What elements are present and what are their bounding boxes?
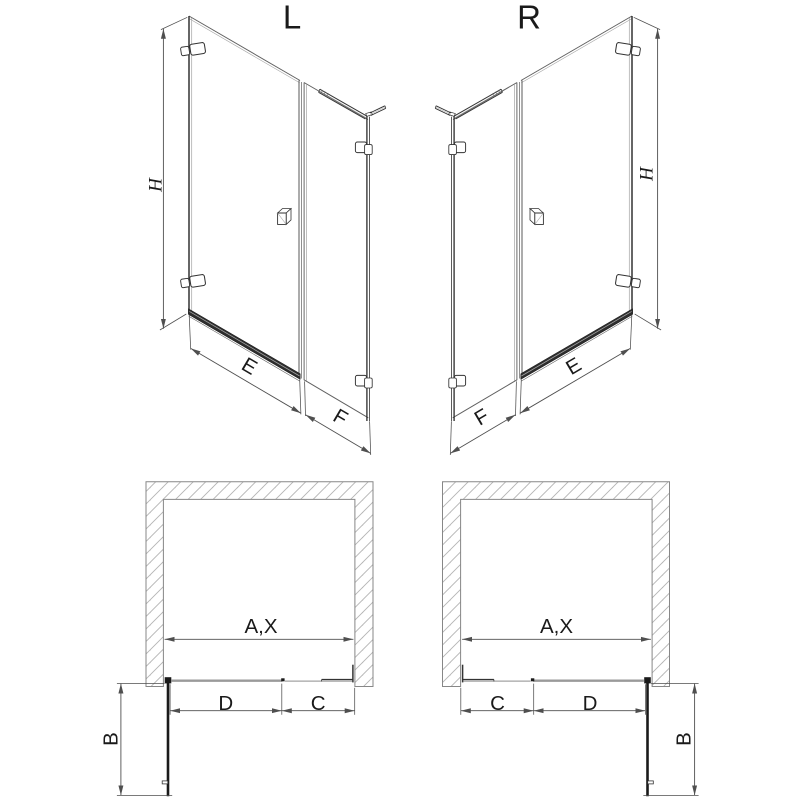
elevation-right-variant-label: R [517, 0, 541, 36]
plan-walls-right [443, 482, 670, 687]
plan-door-closed [165, 677, 285, 683]
elevation-left-variant-label: L [282, 0, 302, 36]
plan-walls-left [146, 482, 373, 687]
elevation-left-panel-dim-label: F [329, 404, 352, 431]
plan-right-opening-dim-label: A,X [539, 614, 574, 638]
elevation-right-door-dim-label: E [561, 353, 586, 380]
door-handle-knob [278, 209, 291, 225]
plan-left-door-dim-label: D [218, 691, 234, 715]
dim-b [117, 684, 172, 796]
wall-profile [366, 112, 373, 421]
support-bar [319, 89, 386, 119]
plan-left-panel-dim-label: C [310, 691, 326, 715]
hinge-top [180, 42, 206, 57]
fixed-panel [304, 83, 368, 418]
plan-door-open [162, 682, 168, 797]
elevation-left-height-dim-label: H [145, 178, 167, 192]
elevation-right-height-dim-label: H [636, 167, 658, 181]
plan-right-panel-dim-label: C [490, 691, 505, 715]
elevation-right-panel-dim-label: F [470, 404, 493, 431]
elevation-left-door-dim-label: E [237, 353, 262, 380]
elevation-view-right [435, 16, 661, 455]
hinge-bottom [180, 274, 206, 289]
elevation-view-left [160, 16, 386, 455]
plan-left-opening-dim-label: A,X [244, 614, 278, 638]
plan-left-swing-dim-label: B [99, 732, 123, 746]
plan-right-door-dim-label: D [582, 691, 598, 715]
plan-right-swing-dim-label: B [672, 732, 696, 746]
plan-wall-profile [322, 665, 353, 683]
